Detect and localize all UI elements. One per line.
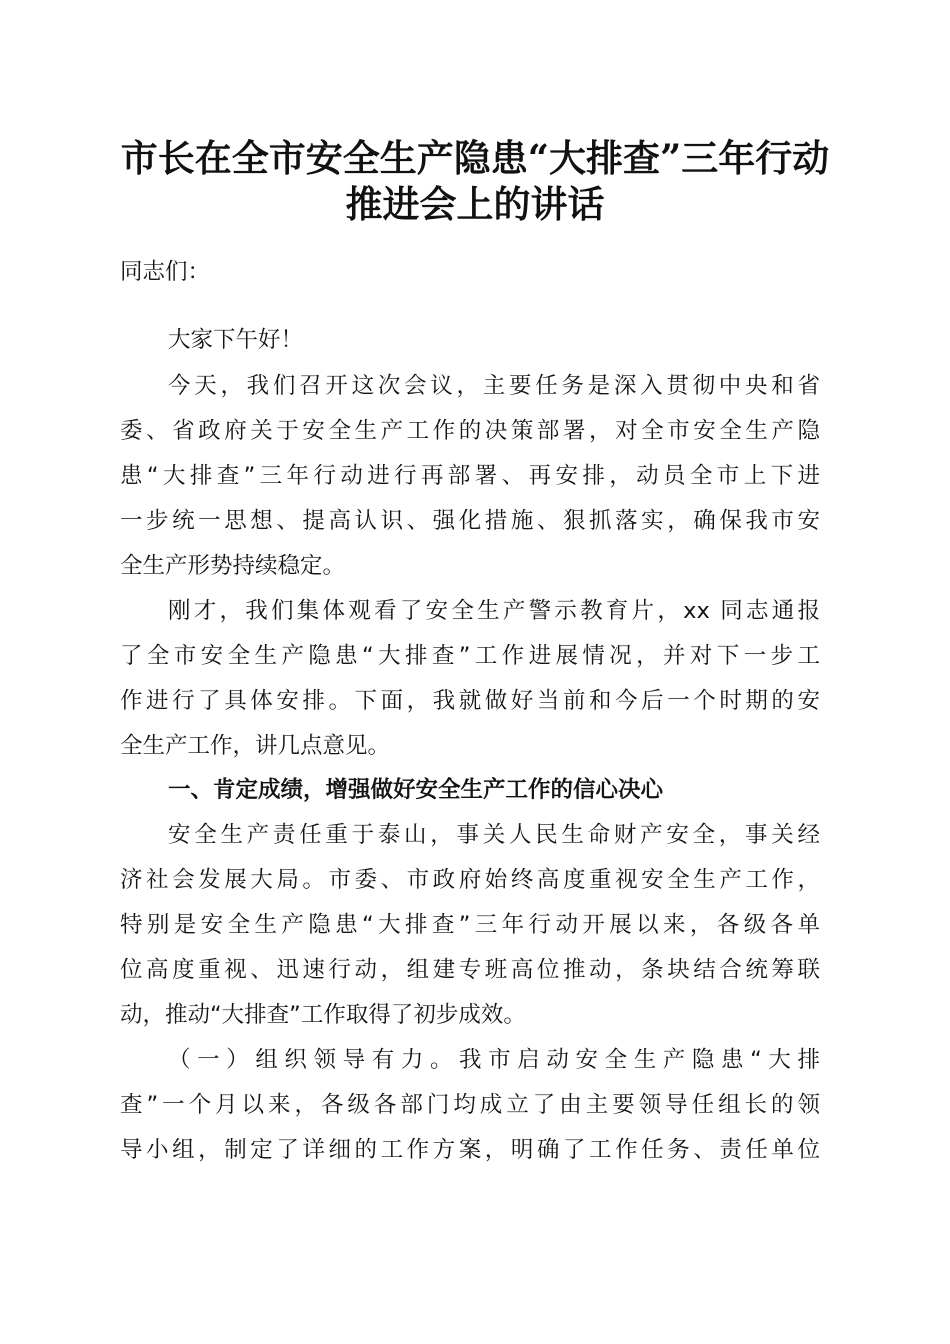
paragraph-line: 全生产形势持续稳定。: [120, 553, 346, 579]
paragraph-line: 了全市安全生产隐患“大排查”工作进展情况，并对下一步工: [120, 643, 820, 669]
paragraph-line: 委、省政府关于安全生产工作的决策部署，对全市安全生产隐: [120, 418, 820, 444]
paragraph-line: 导小组，制定了详细的工作方案，明确了工作任务、责任单位: [120, 1137, 820, 1163]
paragraph-line: 全生产工作，讲几点意见。: [120, 733, 391, 759]
paragraph-line: 患“大排查”三年行动进行再部署、再安排，动员全市上下进: [120, 463, 820, 489]
document-title-line-1: 市长在全市安全生产隐患“大排查”三年行动: [120, 136, 830, 180]
section-heading: 一、肯定成绩，增强做好安全生产工作的信心决心: [168, 777, 664, 803]
paragraph-line: 济社会发展大局。市委、市政府始终高度重视安全生产工作，: [120, 867, 820, 893]
paragraph-line: 动，推动“大排查”工作取得了初步成效。: [120, 1002, 526, 1028]
paragraph-line: 今天，我们召开这次会议，主要任务是深入贯彻中央和省: [168, 373, 820, 399]
document-title-line-2: 推进会上的讲话: [345, 182, 605, 226]
paragraph-line: 位高度重视、迅速行动，组建专班高位推动，条块结合统筹联: [120, 957, 820, 983]
paragraph-line: 一步统一思想、提高认识、强化措施、狠抓落实，确保我市安: [120, 508, 820, 534]
greeting: 大家下午好！: [168, 327, 304, 353]
paragraph-line: 查”一个月以来，各级各部门均成立了由主要领导任组长的领: [120, 1092, 820, 1118]
paragraph-line: 安全生产责任重于泰山，事关人民生命财产安全，事关经: [168, 822, 820, 848]
paragraph-line: 作进行了具体安排。下面，我就做好当前和今后一个时期的安: [120, 688, 820, 714]
salutation: 同志们：: [120, 259, 211, 285]
paragraph-line: （一）组织领导有力。我市启动安全生产隐患“大排: [168, 1047, 820, 1073]
paragraph-line: 刚才，我们集体观看了安全生产警示教育片，xx 同志通报: [168, 598, 820, 624]
paragraph-line: 特别是安全生产隐患“大排查”三年行动开展以来，各级各单: [120, 912, 820, 938]
